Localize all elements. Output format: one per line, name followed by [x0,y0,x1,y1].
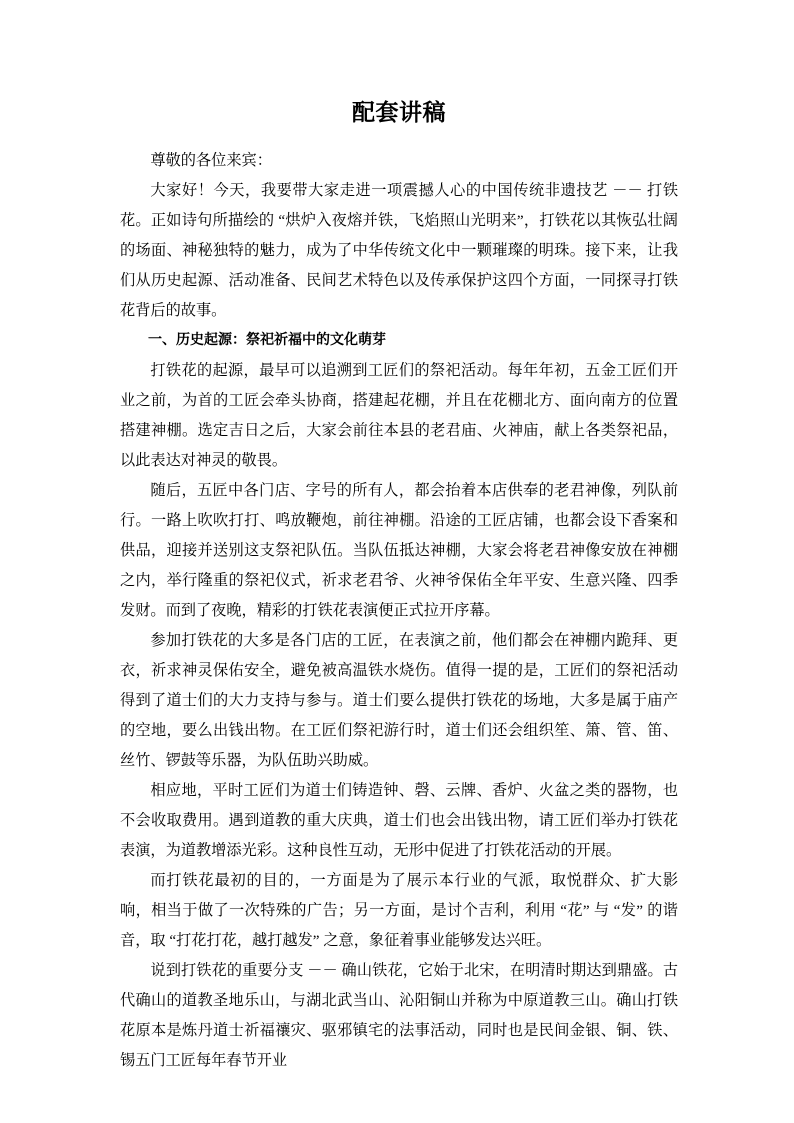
page-title: 配套讲稿 [352,100,446,126]
paragraph-reciprocity: 相应地，平时工匠们为道士们铸造钟、磬、云牌、香炉、火盆之类的器物，也不会收取费用。遇到道教的重大庆典，道士们也会出钱出物，请工匠们举办打铁花表演，为道教增添光彩。这种良性互动，无形中促进了打铁花活动的开展。 [120,782,678,859]
document-body [120,176,678,1076]
page-text-column [120,0,678,1076]
paragraph-queshan: 说到打铁花的重要分支 －－ 确山铁花，它始于北宋，在明清时期达到鼎盛。古代确山的道教圣地乐山，与湖北武当山、沁阳铜山并称为中原道教三山。确山打铁花原本是炼丹道士祈福禳灾、驱邪镇宅的法事活动，同时也是民间金银、铜、铁、锡五门工匠每年春节开业 [120,962,678,1069]
paragraph-procession: 随后，五匠中各门店、字号的所有人，都会抬着本店供奉的老君神像，列队前行。一路上吹吹打打、鸣放鞭炮，前往神棚。沿途的工匠店铺，也都会设下香案和供品，迎接并送别这支祭祀队伍。当队伍抵达神棚，大家会将老君神像安放在神棚之内，举行隆重的祭祀仪式，祈求老君爷、火神爷保佑全年平安、生意兴隆、四季发财。而到了夜晚，精彩的打铁花表演便正式拉开序幕。 [120,482,678,619]
paragraph-taoist-support: 参加打铁花的大多是各门店的工匠，在表演之前，他们都会在神棚内跪拜、更衣，祈求神灵保佑安全，避免被高温铁水烧伤。值得一提的是，工匠们的祭祀活动得到了道士们的大力支持与参与。道士们要么提供打铁花的场地，大多是属于庙产的空地，要么出钱出物。在工匠们祭祀游行时，道士们还会组织笙、箫、管、笛、丝竹、锣鼓等乐器，为队伍助兴助威。 [120,632,678,769]
paragraph-origin: 打铁花的起源，最早可以追溯到工匠们的祭祀活动。每年年初，五金工匠们开业之前，为首的工匠会牵头协商，搭建起花棚，并且在花棚北方、面向南方的位置搭建神棚。选定吉日之后，大家会前往本县的老君庙、火神庙，献上各类祭祀品，以此表达对神灵的敬畏。 [120,362,678,469]
paragraph-intro: 大家好！今天，我要带大家走进一项震撼人心的中国传统非遗技艺 －－ 打铁花。正如诗句所描绘的 “烘炉入夜熔并铁，飞焰照山光明来”，打铁花以其恢弘壮阔的场面、神秘独特的魅力，成为了中华传统文化中一颗璀璨的明珠。接下来，让我们从历史起源、活动准备、民间艺术特色以及传承保护这四个方面，一同探寻打铁花背后的故事。 [120,182,678,319]
section-heading-1: 一、历史起源：祭祀祈福中的文化萌芽 [148,333,386,348]
paragraph-purpose: 而打铁花最初的目的，一方面是为了展示本行业的气派，取悦群众、扩大影响，相当于做了一次特殊的广告；另一方面，是讨个吉利，利用 “花” 与 “发” 的谐音，取 “打花打花，越打越发” 之意，象征着事业能够发达兴旺。 [120,872,678,949]
salutation-line: 尊敬的各位来宾： [150,152,272,169]
